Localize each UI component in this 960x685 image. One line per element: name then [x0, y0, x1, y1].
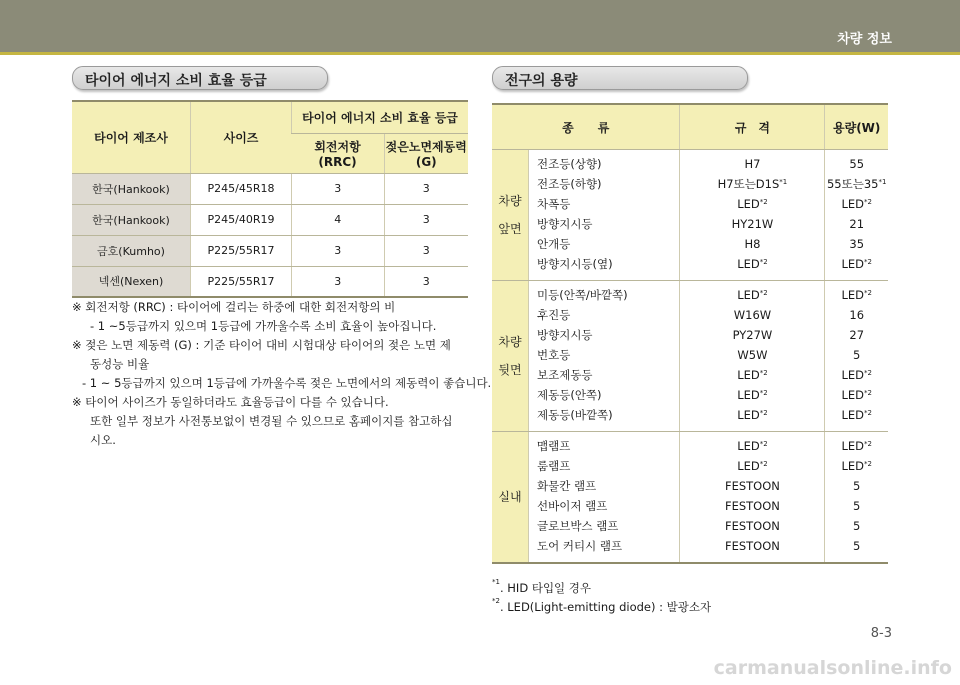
col-wet: 젖은노면제동력 (G) [384, 133, 468, 173]
list-item: LED$^{*2}$ [841, 257, 872, 271]
list-item: FESTOON [724, 519, 780, 533]
list-item: 방향지시등 [537, 217, 593, 231]
list-item: 룸램프 [537, 459, 571, 473]
footnote-1: $^{*1}$. HID 타입일 경우 [492, 578, 592, 595]
list-item: LED$^{*2}$ [737, 408, 768, 422]
group-label: 차량 뒷면 [492, 281, 529, 432]
list-item: 안개등 [537, 237, 571, 251]
col-kind: 종 류 [492, 104, 680, 150]
cell-size: P245/40R19 [191, 204, 292, 235]
bulb-specs [680, 432, 825, 564]
list-item: 화물칸 램프 [537, 479, 597, 493]
list-item: 미등(안쪽/바깥쪽) [537, 288, 628, 302]
col-rrc: 회전저항 (RRC) [292, 133, 385, 173]
header-title: 차량 정보 [837, 32, 892, 47]
cell-maker: 넥센(Nexen) [72, 266, 191, 297]
list-item: H8 [744, 237, 761, 251]
tire-notes [72, 298, 492, 450]
list-item: 보조제동등 [537, 368, 593, 382]
table-row [72, 266, 468, 297]
page-number: 8-3 [870, 626, 892, 641]
cell-maker: 금호(Kumho) [72, 235, 191, 266]
cell-size: P225/55R17 [191, 235, 292, 266]
list-item: LED$^{*2}$ [841, 408, 872, 422]
list-item: 5 [853, 519, 861, 533]
col-grade: 타이어 에너지 소비 효율 등급 [292, 101, 469, 133]
cell-rrc: 3 [292, 235, 385, 266]
list-item: 방향지시등 [537, 328, 593, 342]
list-item: 5 [853, 348, 861, 362]
list-item: LED$^{*2}$ [737, 388, 768, 402]
table-row [72, 235, 468, 266]
note-line: ※ 젖은 노면 제동력 (G) : 기준 타이어 대비 시험대상 타이어의 젖은 노면 제 [72, 338, 451, 352]
bulb-specs [680, 150, 825, 281]
list-item: LED$^{*2}$ [841, 459, 872, 473]
list-item: 5 [853, 479, 861, 493]
cell-maker: 한국(Hankook) [72, 173, 191, 204]
list-item: LED$^{*2}$ [737, 197, 768, 211]
note-line: 시오. [90, 433, 116, 447]
bulb-capacities [825, 281, 888, 432]
section-title-tire: 타이어 에너지 소비 효율 등급 [85, 73, 267, 89]
list-item: LED$^{*2}$ [737, 288, 768, 302]
list-item: 선바이저 램프 [537, 499, 608, 513]
list-item: H7 [744, 157, 761, 171]
list-item: 21 [849, 217, 865, 231]
list-item: 맵램프 [537, 439, 571, 453]
list-item: LED$^{*2}$ [841, 439, 872, 453]
table-row [492, 281, 888, 432]
list-item: LED$^{*2}$ [841, 388, 872, 402]
note-line: - 1 ~ 5등급까지 있으며 1등급에 가까울수록 젖은 노면에서의 제동력이 좋습니다. [82, 376, 492, 390]
table-row [492, 432, 888, 564]
list-item: 제동등(안쪽) [537, 388, 602, 402]
list-item: FESTOON [724, 539, 780, 553]
list-item: 번호등 [537, 348, 571, 362]
col-maker: 타이어 제조사 [72, 101, 191, 173]
note-line: ※ 타이어 사이즈가 동일하더라도 효율등급이 다를 수 있습니다. [72, 395, 389, 409]
list-item: FESTOON [724, 479, 780, 493]
list-item: LED$^{*2}$ [737, 368, 768, 382]
list-item: LED$^{*2}$ [841, 197, 872, 211]
table-row [492, 150, 888, 281]
cell-wet: 3 [384, 266, 468, 297]
cell-rrc: 4 [292, 204, 385, 235]
header-band [0, 0, 960, 55]
col-spec: 규 격 [680, 104, 825, 150]
note-line: ※ 회전저항 (RRC) : 타이어에 걸리는 하중에 대한 회전저항의 비 [72, 300, 396, 314]
section-title-tire-pill [72, 66, 328, 90]
list-item: 5 [853, 539, 861, 553]
tire-efficiency-table [72, 100, 468, 298]
watermark: carmanualsonline.info [713, 657, 952, 679]
section-title-bulb-pill [492, 66, 748, 90]
cell-maker: 한국(Hankook) [72, 204, 191, 235]
list-item: 도어 커티시 램프 [537, 539, 623, 553]
list-item: 방향지시등(옆) [537, 257, 613, 271]
col-capacity: 용량(W) [825, 104, 888, 150]
note-line: 또한 일부 정보가 사전통보없이 변경될 수 있으므로 홈페이지를 참고하십 [90, 414, 453, 428]
header-accent-line [0, 52, 960, 55]
bulb-names [529, 432, 680, 564]
list-item: 전조등(하향) [537, 177, 602, 191]
cell-wet: 3 [384, 235, 468, 266]
list-item: LED$^{*2}$ [841, 288, 872, 302]
list-item: 16 [849, 308, 865, 322]
list-item: 35 [849, 237, 865, 251]
note-line: - 1 ~5등급까지 있으며 1등급에 가까울수록 소비 효율이 높아집니다. [90, 319, 437, 333]
table-row [72, 204, 468, 235]
list-item: LED$^{*2}$ [737, 257, 768, 271]
list-item: 후진등 [537, 308, 571, 322]
list-item: 55 [849, 157, 865, 171]
list-item: 5 [853, 499, 861, 513]
table-row [72, 173, 468, 204]
bulb-names [529, 281, 680, 432]
list-item: LED$^{*2}$ [737, 439, 768, 453]
cell-rrc: 3 [292, 266, 385, 297]
list-item: H7또는$D1S^{*1}$ [717, 177, 788, 191]
group-label: 차량 앞면 [492, 150, 529, 281]
bulb-specs [680, 281, 825, 432]
section-title-bulb: 전구의 용량 [505, 73, 578, 89]
footnote-2: $^{*2}$. LED(Light-emitting diode) : 발광소자 [492, 597, 712, 614]
cell-rrc: 3 [292, 173, 385, 204]
bulb-capacity-table [492, 103, 888, 564]
list-item: W16W [733, 308, 772, 322]
cell-wet: 3 [384, 173, 468, 204]
list-item: 55또는35$^{*1}$ [826, 177, 887, 191]
col-size: 사이즈 [191, 101, 292, 173]
list-item: PY27W [732, 328, 773, 342]
bulb-capacities [825, 150, 888, 281]
list-item: LED$^{*2}$ [737, 459, 768, 473]
group-label: 실내 [492, 432, 529, 564]
list-item: LED$^{*2}$ [841, 368, 872, 382]
cell-size: P225/55R17 [191, 266, 292, 297]
list-item: 차폭등 [537, 197, 571, 211]
list-item: 글로브박스 램프 [537, 519, 619, 533]
list-item: 27 [849, 328, 865, 342]
list-item: W5W [737, 348, 768, 362]
note-line: 동성능 비율 [90, 357, 150, 371]
cell-size: P245/45R18 [191, 173, 292, 204]
bulb-capacities [825, 432, 888, 564]
list-item: FESTOON [724, 499, 780, 513]
list-item: 전조등(상향) [537, 157, 602, 171]
bulb-names [529, 150, 680, 281]
cell-wet: 3 [384, 204, 468, 235]
list-item: 제동등(바깥쪽) [537, 408, 613, 422]
list-item: HY21W [731, 217, 774, 231]
